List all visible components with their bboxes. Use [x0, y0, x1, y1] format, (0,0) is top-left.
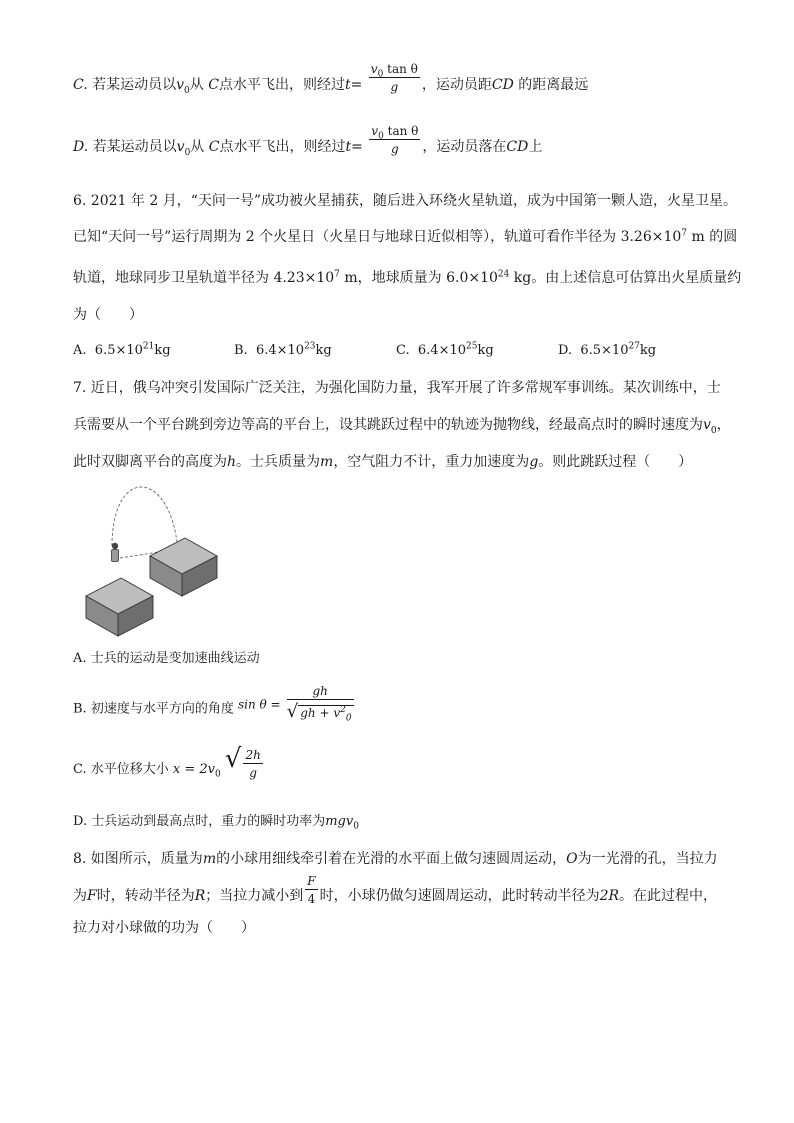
- q6-option-a: A. $6.5\times 10^{21}kg$: [73, 341, 171, 358]
- q7-line-2: 兵需要从一个平台跳到旁边等高的平台上，设其跳跃过程中的轨迹为抛物线，经最高点时的瞬时速度为$v_0$，: [73, 417, 731, 436]
- q7-line-1: 7. 近日，俄乌冲突引发国际广泛关注，为强化国防力量，我军开展了许多常规军事训练。某次训练中，士: [73, 380, 721, 396]
- q7-option-a: A. 士兵的运动是变加速曲线运动: [73, 651, 260, 666]
- q7-option-c: C. 水平位移大小 $x = 2v_0$ √ $\frac{2h}{g}$: [73, 760, 265, 779]
- fraction: $\frac{v_0 \tan \theta}{g}$: [370, 62, 418, 94]
- q7-line-3: 此时双脚离平台的高度为h。士兵质量为m，空气阻力不计，重力加速度为g。则此跳跃过程（ ）: [73, 454, 693, 470]
- fraction: $\frac{F}{4}$: [307, 874, 316, 906]
- right-platform: [150, 538, 217, 596]
- sqrt: √ gh + $v^2_0$: [286, 701, 352, 724]
- q6-line-4: 为（ ）: [73, 307, 143, 323]
- q7-option-d: D. 士兵运动到最高点时，重力的瞬时功率为mgv$_0$: [73, 814, 359, 832]
- fraction: $\frac{gh}{√ gh + v^2_0}$: [286, 684, 352, 724]
- jump-figure: [72, 478, 232, 638]
- q6-line-3: 轨道，地球同步卫星轨道半径为 $4.23\times 10^7$ m，地球质量为 $6.0\times 10^{24}$ kg。由上述信息可估算出火星质量约: [73, 269, 742, 286]
- sqrt: √ $\frac{2h}{g}$: [224, 744, 261, 780]
- q8-line-2: 为F时，转动半径为R；当拉力减小到 $\frac{F}{4}$ 时，小球仍做匀速圆周运动，此时转动半径为2R。在此过程中，: [73, 874, 718, 906]
- q6-line-1: 6. 2021 年 2 月，“天问一号”成功被火星捕获，随后进入环绕火星轨道，成为中国第一颗人造，火星卫星。: [73, 193, 738, 209]
- left-platform: [86, 578, 153, 636]
- fraction: $\frac{v_0 \tan \theta}{g}$: [371, 124, 419, 156]
- fraction: $\frac{2h}{g}$: [245, 747, 261, 780]
- soldier-figure: [112, 543, 119, 562]
- q8-line-3: 拉力对小球做的功为（ ）: [73, 920, 255, 936]
- q7-option-b: B. 初速度与水平方向的角度 sin θ = $\frac{gh}{√ gh + v^2_0}$: [73, 684, 352, 724]
- jump-trajectory: [112, 487, 177, 546]
- q6-option-c: C. $6.4\times 10^{25}kg$: [396, 341, 494, 358]
- q5-option-d: D. 若某运动员以$v_0$从 C点水平飞出，则经过t= $\frac{v_0 \tan \theta}{g}$ ，运动员落在CD上: [73, 124, 543, 158]
- q6-option-b: B. $6.4\times 10^{23}kg$: [234, 341, 332, 358]
- q6-option-d: D. $6.5\times 10^{27}kg$: [558, 341, 657, 358]
- q8-line-1: 8. 如图所示，质量为m的小球用细线牵引着在光滑的水平面上做匀速圆周运动，O为一光滑的孔，当拉力: [73, 851, 718, 867]
- q5-option-c: C. 若某运动员以$v_0$从 C点水平飞出，则经过t= $\frac{v_0 \tan \theta}{g}$ ，运动员距CD 的距离最远: [73, 62, 589, 96]
- q6-line-2: 已知“天问一号”运行周期为 2 个火星日（火星日与地球日近似相等），轨道可看作半径为 $3.26\times 10^7$ m 的圆: [73, 228, 738, 245]
